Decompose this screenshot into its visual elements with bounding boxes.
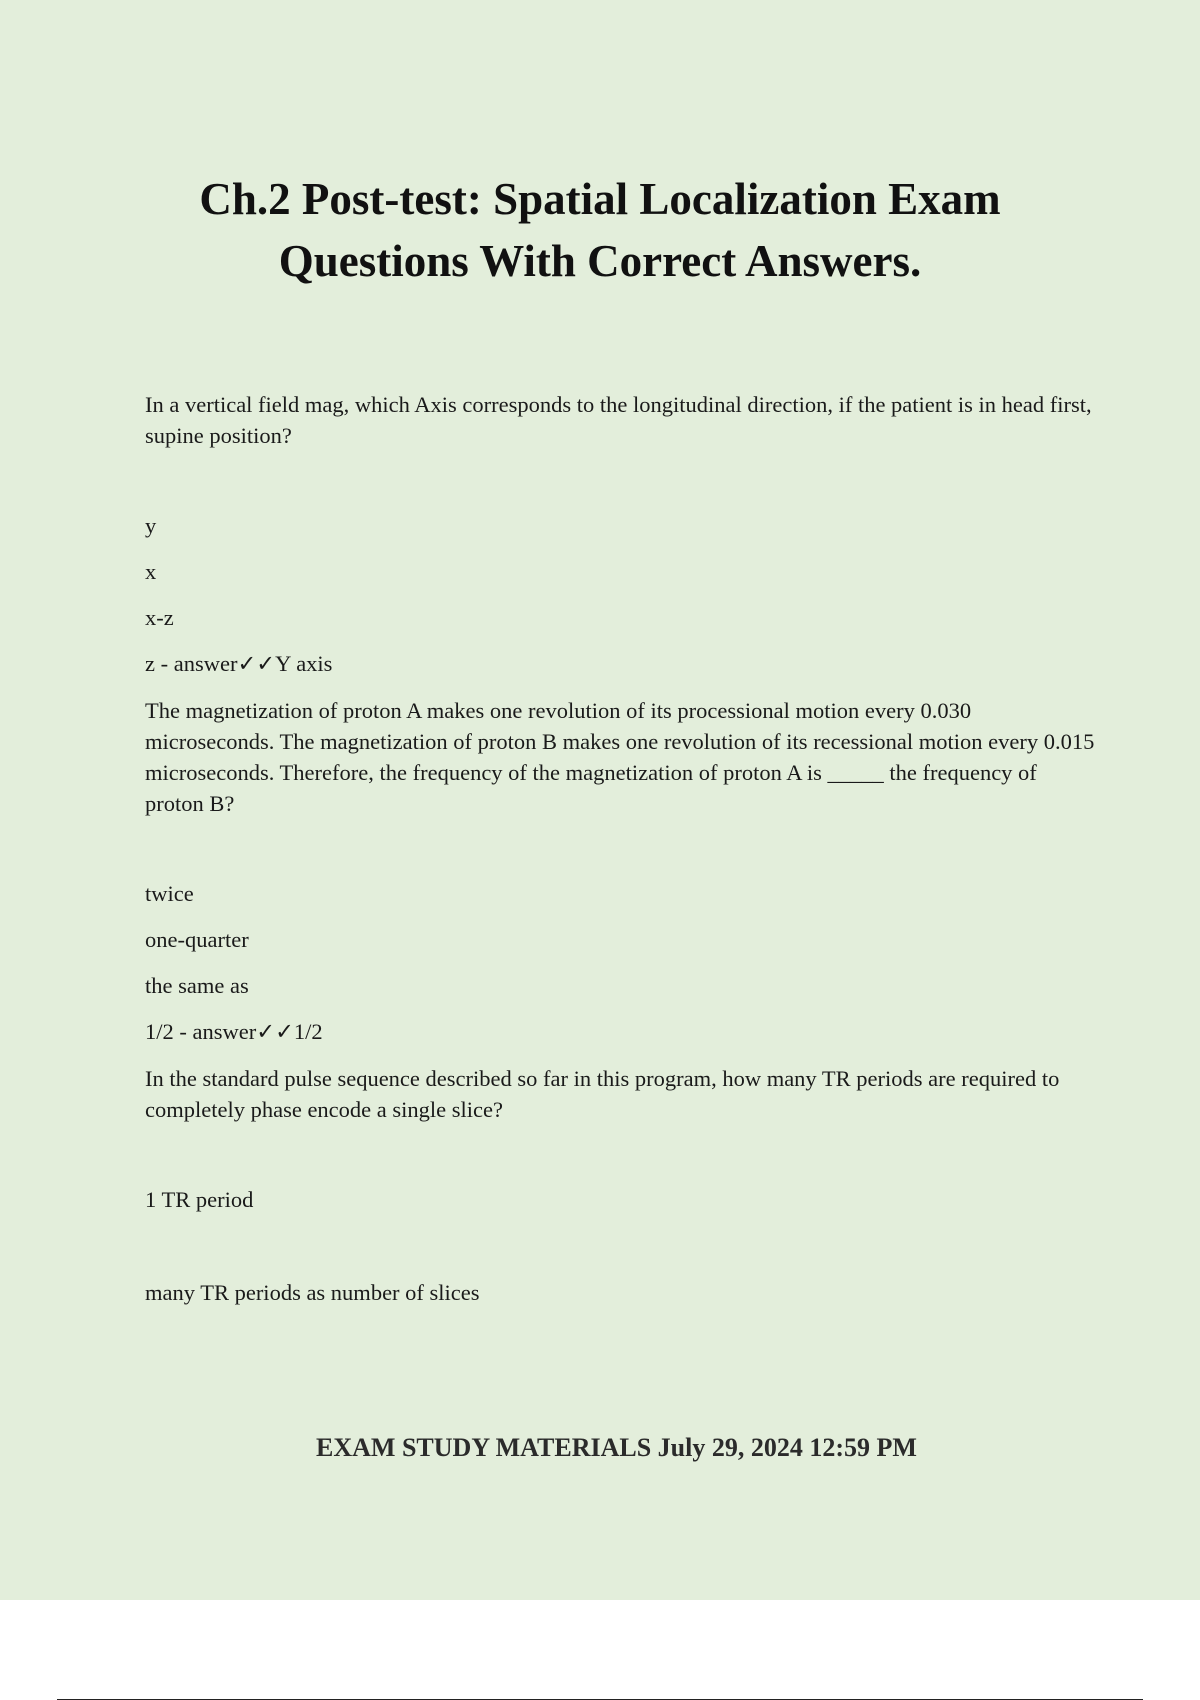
questions-list bbox=[145, 389, 1095, 1308]
answer-option: one-quarter bbox=[145, 927, 249, 952]
answer-option: 1 TR period bbox=[145, 1187, 254, 1212]
answer-option: the same as bbox=[145, 973, 249, 998]
question-text: In a vertical field mag, which Axis corresponds to the longitudinal direction, if the patient is in head first, supine position? bbox=[145, 392, 1092, 448]
answer-option-correct: 1/2 - answer✓✓1/2 bbox=[145, 1019, 323, 1044]
question-text: In the standard pulse sequence described so far in this program, how many TR periods are required to completely phase encode a single slice? bbox=[145, 1066, 1060, 1122]
answer-option: twice bbox=[145, 881, 194, 906]
title-line-2: Questions With Correct Answers. bbox=[278, 236, 922, 286]
question-text: The magnetization of proton A makes one revolution of its processional motion every 0.030 microseconds. The magnetization of proton B makes one revolution of its recessional motion every 0.015 microseconds. Therefore, the frequency of the magnetization of proton A is _____ the frequency of proton B? bbox=[145, 698, 1095, 816]
title-line-1: Ch.2 Post-test: Spatial Localization Exam bbox=[199, 174, 1001, 224]
answer-option: many TR periods as number of slices bbox=[145, 1280, 480, 1305]
answer-option-correct: z - answer✓✓Y axis bbox=[145, 651, 333, 676]
answer-option: y bbox=[145, 513, 157, 538]
answer-option: x bbox=[145, 559, 157, 584]
answer-option: x-z bbox=[145, 605, 174, 630]
document-title bbox=[100, 168, 1100, 292]
document-footer: EXAM STUDY MATERIALS July 29, 2024 12:59 PM bbox=[316, 1433, 917, 1462]
